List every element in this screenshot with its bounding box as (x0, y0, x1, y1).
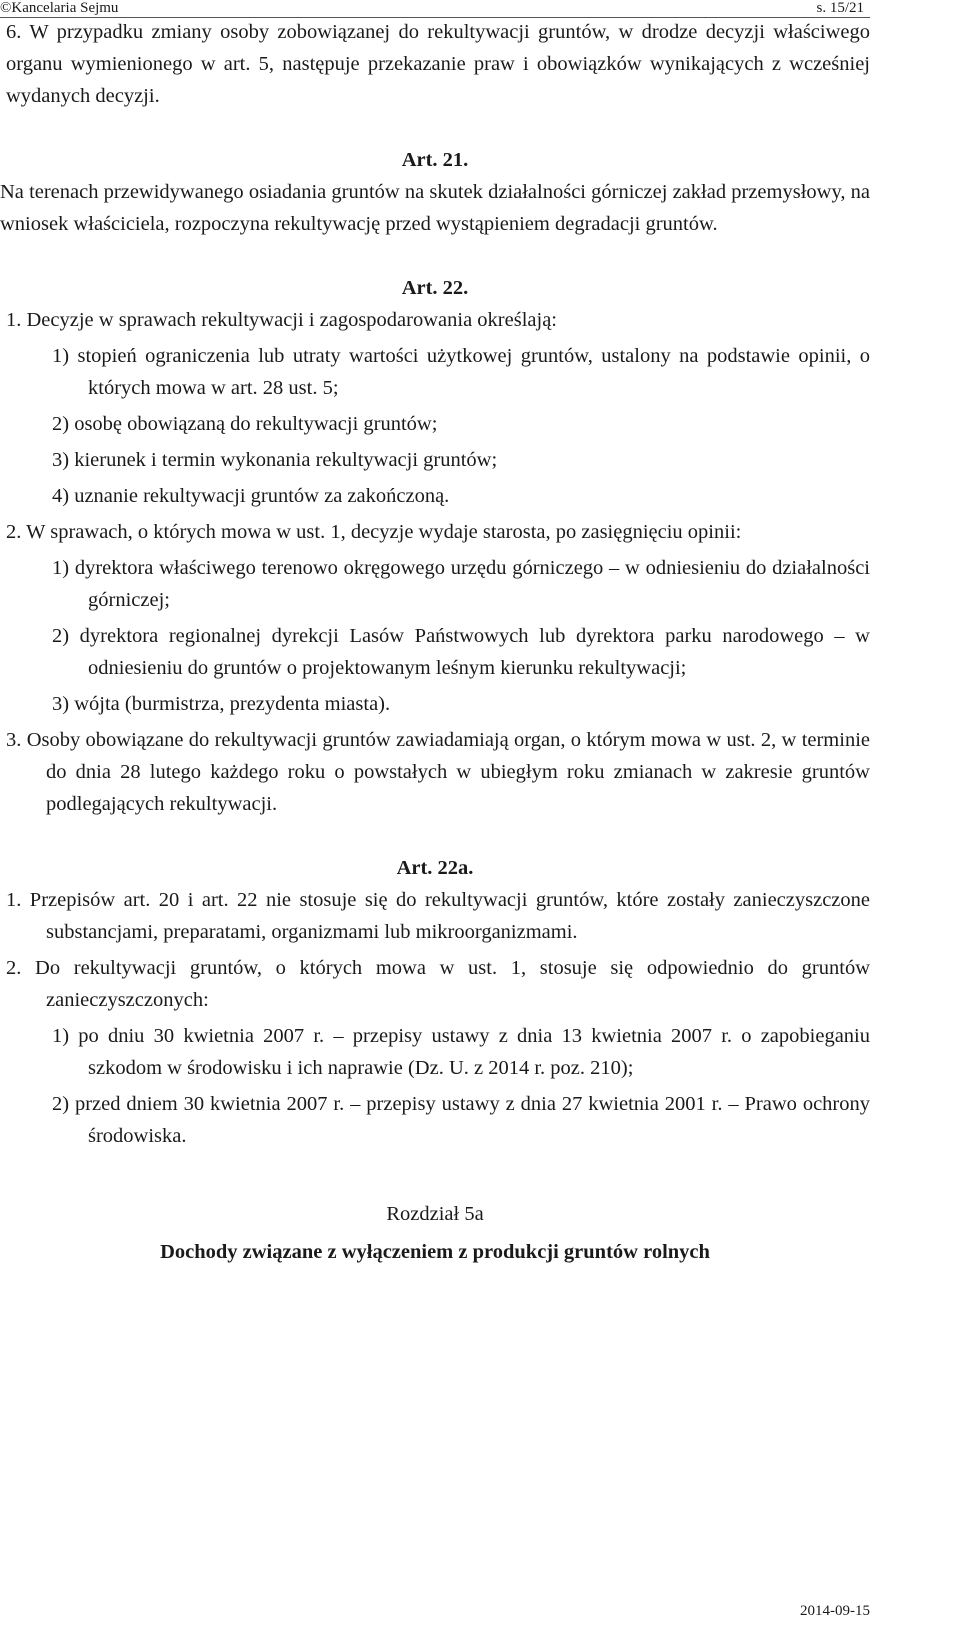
article-22-heading: Art. 22. (401, 277, 469, 299)
article-22a-heading: Art. 22a. (396, 857, 474, 879)
article-22-ust-1-pkt-4: 4) uznanie rekultywacji gruntów za zakończoną. (52, 485, 450, 507)
article-22-ust-2: 2. W sprawach, o których mowa w ust. 1, decyzje wydaje starosta, po zasięgnięciu opinii: (6, 521, 742, 543)
article-21-text: Na terenach przewidywanego osiadania gruntów na skutek działalności górniczej zakład przemysłowy, na wniosek właściciela, rozpoczyna rekultywację przed wystąpieniem degradacji gruntów. (0, 181, 870, 235)
article-22-ust-1-pkt-2: 2) osobę obowiązaną do rekultywacji gruntów; (52, 413, 438, 435)
footer-date: 2014-09-15 (800, 1603, 870, 1619)
document-body (0, 16, 870, 1268)
article-22a-ust-2: 2. Do rekultywacji gruntów, o których mowa w ust. 1, stosuje się odpowiednio do gruntów zanieczyszczonych: (6, 957, 870, 1011)
article-22a-ust-1: 1. Przepisów art. 20 i art. 22 nie stosuje się do rekultywacji gruntów, które zostały zanieczyszczone substancjami, preparatami, organizmami lub mikroorganizmami. (6, 889, 870, 943)
paragraph-6: 6. W przypadku zmiany osoby zobowiązanej do rekultywacji gruntów, w drodze decyzji właściwego organu wymienionego w art. 5, następuje przekazanie praw i obowiązków wynikających z wcześniej wydanych decyzji. (6, 21, 870, 107)
article-22-ust-2-pkt-3: 3) wójta (burmistrza, prezydenta miasta). (52, 693, 391, 715)
article-22-ust-2-pkt-2: 2) dyrektora regionalnej dyrekcji Lasów Państwowych lub dyrektora parku narodowego – w odniesieniu do gruntów o projektowanym leśnym kierunku rekultywacji; (52, 625, 870, 679)
article-22a-ust-2-pkt-1: 1) po dniu 30 kwietnia 2007 r. – przepisy ustawy z dnia 13 kwietnia 2007 r. o zapobieganiu szkodom w środowisku i ich naprawie (Dz. U. z 2014 r. poz. 210); (52, 1025, 870, 1079)
article-22-ust-1: 1. Decyzje w sprawach rekultywacji i zagospodarowania określają: (6, 309, 557, 331)
article-22-ust-1-pkt-1: 1) stopień ograniczenia lub utraty wartości użytkowej gruntów, ustalony na podstawie opinii, o których mowa w art. 28 ust. 5; (52, 345, 870, 399)
article-22-ust-1-pkt-3: 3) kierunek i termin wykonania rekultywacji gruntów; (52, 449, 498, 471)
chapter-title: Dochody związane z wyłączeniem z produkcji gruntów rolnych (160, 1241, 710, 1263)
header-copyright: ©Kancelaria Sejmu (0, 0, 119, 16)
header-page-number: s. 15/21 (816, 0, 864, 16)
article-22-ust-3: 3. Osoby obowiązane do rekultywacji gruntów zawiadamiają organ, o którym mowa w ust. 2, w terminie do dnia 28 lutego każdego roku o powstałych w ubiegłym roku zmianach w zakresie gruntów podlegających rekultywacji. (6, 729, 870, 815)
article-21-heading: Art. 21. (401, 149, 469, 171)
chapter-number: Rozdział 5a (386, 1203, 484, 1225)
article-22a-ust-2-pkt-2: 2) przed dniem 30 kwietnia 2007 r. – przepisy ustawy z dnia 27 kwietnia 2001 r. – Prawo ochrony środowiska. (52, 1093, 870, 1147)
article-22-ust-2-pkt-1: 1) dyrektora właściwego terenowo okręgowego urzędu górniczego – w odniesieniu do działalności górniczej; (52, 557, 870, 611)
